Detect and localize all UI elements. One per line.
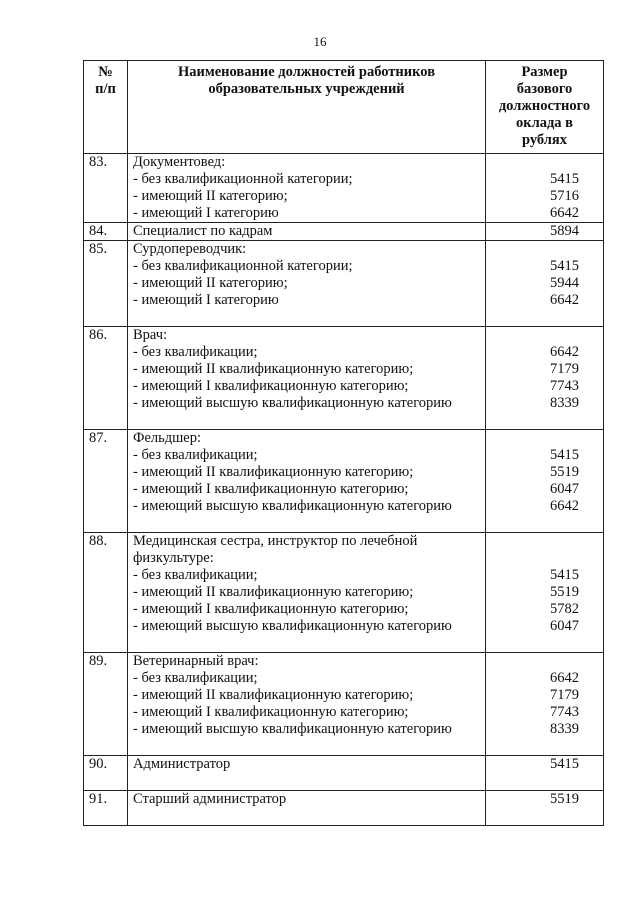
row-number-text: 88. xyxy=(89,533,108,549)
header-base-salary-line: должностного xyxy=(498,98,591,114)
position-category: - имеющий I квалификационную категорию; xyxy=(133,704,409,720)
position-title: Сурдопереводчик: xyxy=(133,241,247,257)
position-category: - имеющий I категорию xyxy=(133,205,279,221)
base-salary xyxy=(486,241,604,327)
row-number-text: 85. xyxy=(89,241,108,257)
header-base-salary xyxy=(486,61,604,154)
position-name xyxy=(128,154,486,223)
position-title: физкультуре: xyxy=(133,550,214,566)
position-category: - без квалификации; xyxy=(133,567,258,583)
position-title: Медицинская сестра, инструктор по лечебной xyxy=(133,533,418,549)
row-number-text: 86. xyxy=(89,327,108,343)
row-number-text: 90. xyxy=(89,756,108,772)
table-row xyxy=(84,327,604,430)
header-base-salary-line: базового xyxy=(516,81,573,97)
position-title: Администратор xyxy=(133,756,231,772)
salary-value: 6047 xyxy=(550,618,579,634)
table-row xyxy=(84,791,604,826)
position-category: - без квалификационной категории; xyxy=(133,171,353,187)
position-category: - имеющий II квалификационную категорию; xyxy=(133,687,414,703)
position-category: - имеющий высшую квалификационную категорию xyxy=(133,498,452,514)
table-row xyxy=(84,154,604,223)
salary-value: 6642 xyxy=(550,205,579,221)
position-category: - без квалификации; xyxy=(133,447,258,463)
position-title: Документовед: xyxy=(133,154,226,170)
salary-value: 6642 xyxy=(550,292,579,308)
row-number xyxy=(84,430,128,533)
row-number-text: 91. xyxy=(89,791,108,807)
position-category: - имеющий высшую квалификационную категорию xyxy=(133,618,452,634)
position-category: - имеющий высшую квалификационную категорию xyxy=(133,395,452,411)
base-salary xyxy=(486,430,604,533)
position-category: - имеющий I квалификационную категорию; xyxy=(133,601,409,617)
salary-value: 5415 xyxy=(550,567,579,583)
salary-value: 5944 xyxy=(550,275,579,291)
position-name xyxy=(128,756,486,791)
position-title: Старший администратор xyxy=(133,791,287,807)
salary-value: 5415 xyxy=(550,171,579,187)
salary-value: 6642 xyxy=(550,344,579,360)
position-name xyxy=(128,430,486,533)
position-category: - имеющий II категорию; xyxy=(133,275,288,291)
salary-value: 7743 xyxy=(550,378,579,394)
position-title: Врач: xyxy=(133,327,168,343)
header-position-name xyxy=(128,61,486,154)
salary-value: 7179 xyxy=(550,361,579,377)
salary-value: 5415 xyxy=(550,756,579,772)
salary-value: 5894 xyxy=(550,223,579,239)
salary-value: 7179 xyxy=(550,687,579,703)
salary-value: 5716 xyxy=(550,188,579,204)
row-number-text: 84. xyxy=(89,223,108,239)
salary-value: 5782 xyxy=(550,601,579,617)
position-name xyxy=(128,223,486,241)
row-number-text: 89. xyxy=(89,653,108,669)
position-category: - имеющий высшую квалификационную категорию xyxy=(133,721,452,737)
header-position-name-line: образовательных учреждений xyxy=(208,81,405,97)
position-title: Фельдшер: xyxy=(133,430,201,446)
table-row xyxy=(84,533,604,653)
position-name xyxy=(128,241,486,327)
salary-value: 6047 xyxy=(550,481,579,497)
salary-value: 5415 xyxy=(550,258,579,274)
page-number: 16 xyxy=(313,34,327,49)
position-name xyxy=(128,653,486,756)
row-number xyxy=(84,154,128,223)
base-salary xyxy=(486,154,604,223)
base-salary xyxy=(486,791,604,826)
base-salary xyxy=(486,756,604,791)
base-salary xyxy=(486,327,604,430)
salary-value: 5415 xyxy=(550,447,579,463)
position-category: - без квалификации; xyxy=(133,344,258,360)
table-header-row xyxy=(84,61,604,154)
table-row xyxy=(84,241,604,327)
position-category: - имеющий II квалификационную категорию; xyxy=(133,584,414,600)
position-name xyxy=(128,791,486,826)
salary-value: 8339 xyxy=(550,721,579,737)
table-row xyxy=(84,653,604,756)
position-name xyxy=(128,327,486,430)
salary-value: 7743 xyxy=(550,704,579,720)
position-title: Ветеринарный врач: xyxy=(133,653,259,669)
header-number xyxy=(84,61,128,154)
position-category: - без квалификационной категории; xyxy=(133,258,353,274)
salary-value: 5519 xyxy=(550,584,579,600)
position-category: - имеющий II категорию; xyxy=(133,188,288,204)
row-number xyxy=(84,756,128,791)
row-number xyxy=(84,223,128,241)
table-row xyxy=(84,223,604,241)
row-number xyxy=(84,791,128,826)
header-position-name-line: Наименование должностей работников xyxy=(177,64,436,80)
position-category: - имеющий II квалификационную категорию; xyxy=(133,361,414,377)
salary-value: 5519 xyxy=(550,464,579,480)
position-category: - без квалификации; xyxy=(133,670,258,686)
base-salary xyxy=(486,533,604,653)
header-number-line: п/п xyxy=(95,81,116,97)
base-salary xyxy=(486,653,604,756)
header-base-salary-line: рублях xyxy=(521,132,568,148)
position-category: - имеющий I квалификационную категорию; xyxy=(133,481,409,497)
row-number-text: 87. xyxy=(89,430,108,446)
row-number-text: 83. xyxy=(89,154,108,170)
position-category: - имеющий I квалификационную категорию; xyxy=(133,378,409,394)
row-number xyxy=(84,241,128,327)
header-base-salary-line: Размер xyxy=(521,64,568,80)
table-row xyxy=(84,756,604,791)
base-salary xyxy=(486,223,604,241)
position-title: Специалист по кадрам xyxy=(133,223,273,239)
table-body xyxy=(84,154,604,826)
table-row xyxy=(84,430,604,533)
position-category: - имеющий II квалификационную категорию; xyxy=(133,464,414,480)
salary-value: 6642 xyxy=(550,498,579,514)
salary-value: 6642 xyxy=(550,670,579,686)
header-number-line: № xyxy=(98,64,113,80)
row-number xyxy=(84,533,128,653)
position-name xyxy=(128,533,486,653)
row-number xyxy=(84,327,128,430)
salary-table xyxy=(83,60,604,826)
position-category: - имеющий I категорию xyxy=(133,292,279,308)
salary-value: 5519 xyxy=(550,791,579,807)
header-base-salary-line: оклада в xyxy=(515,115,574,131)
row-number xyxy=(84,653,128,756)
salary-value: 8339 xyxy=(550,395,579,411)
